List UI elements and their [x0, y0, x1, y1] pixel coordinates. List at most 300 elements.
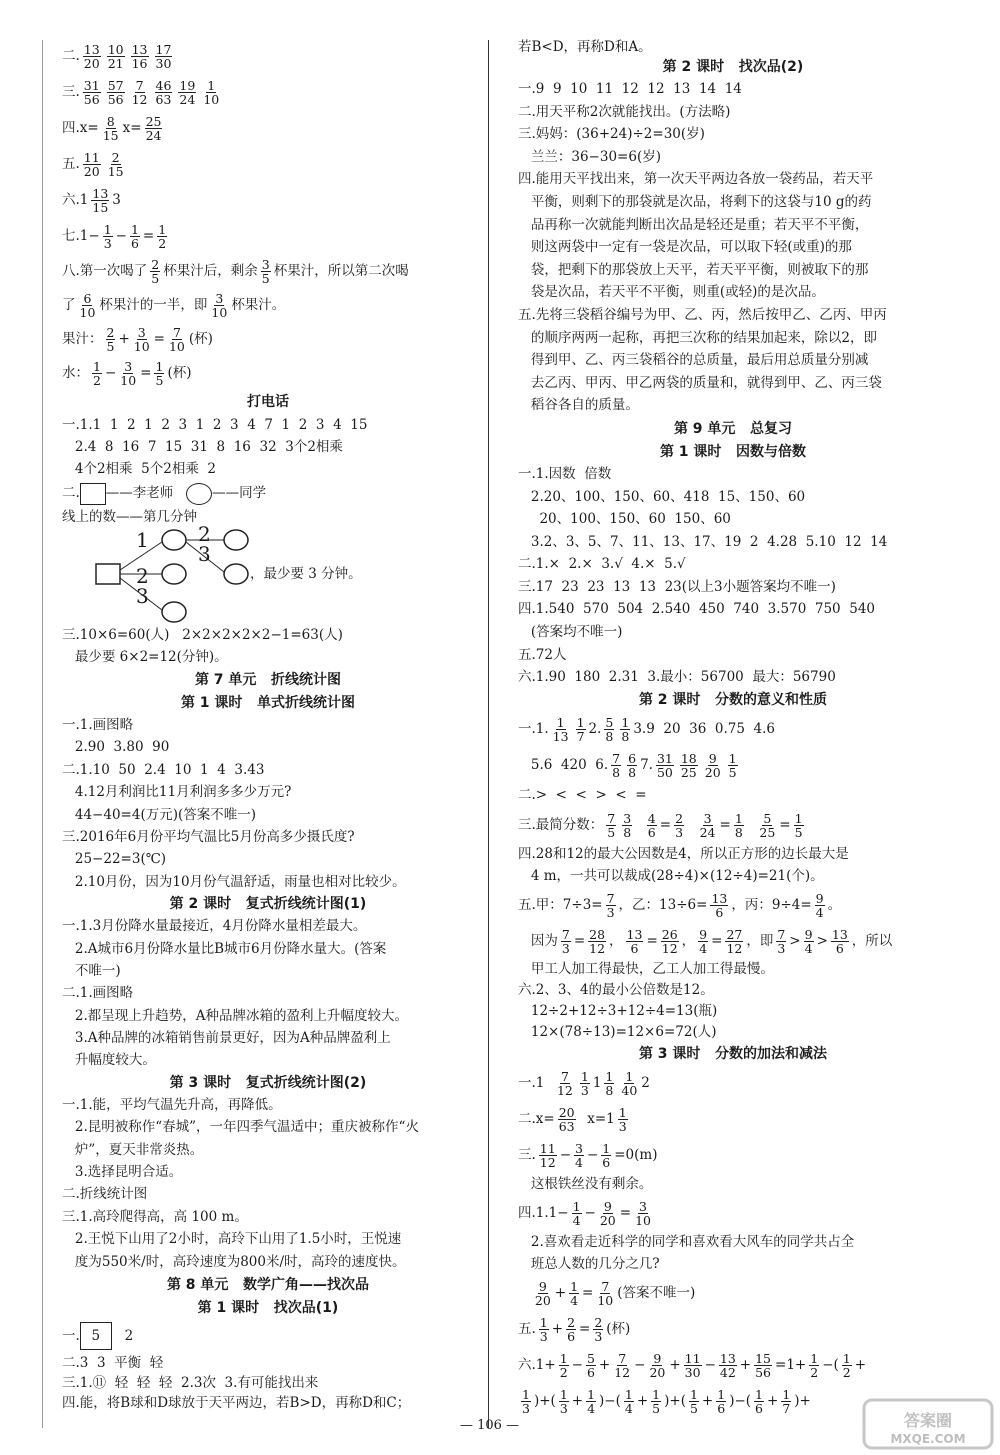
text-run: )−(	[729, 1392, 752, 1409]
text-run: (答案不唯一)	[617, 1284, 696, 1301]
numerator: 13	[92, 186, 109, 201]
text-run: =	[659, 816, 672, 833]
denominator: 40	[621, 1082, 638, 1098]
text-line: 2.喜欢看走近科学的同学和喜欢看大风车的同学共占全	[518, 1233, 855, 1250]
numerator: 3	[215, 291, 224, 306]
fraction	[106, 326, 116, 353]
numerator: 1	[734, 810, 743, 826]
numerator: 25	[145, 114, 162, 129]
answer-row	[62, 38, 474, 74]
text-run: 5.6 420 6.	[518, 756, 609, 773]
fraction	[91, 187, 109, 214]
section-title: 第 1 课时 单式折线统计图	[180, 695, 356, 711]
denominator: 8	[605, 1082, 614, 1098]
numerator: 2	[675, 810, 684, 826]
text-run: 水：	[62, 365, 89, 381]
fraction	[261, 258, 271, 285]
fraction	[521, 1388, 531, 1415]
fraction	[815, 892, 825, 919]
text-line: 2.A城市6月份降水量比B城市6月份降水量大。(答案	[62, 940, 387, 957]
text-line: 二.3 3 平衡 轻	[62, 1354, 164, 1371]
text-run: 二.x=	[518, 1110, 555, 1127]
denominator: 10	[120, 373, 137, 388]
denominator: 63	[558, 1118, 575, 1134]
text-line: 三.2016年6月份平均气温比5月份高多少摄氏度?	[62, 828, 355, 845]
text-line: 一.1.3月份降水量最接近，4月份降水量相差最大。	[62, 918, 367, 935]
text-line: 三.17 23 23 13 13 23(以上3小题答案均不唯一)	[518, 578, 836, 595]
denominator: 4	[572, 1212, 581, 1228]
fraction	[178, 79, 196, 106]
text-line: 二.1.× 2.× 3.√ 4.× 5.√	[518, 556, 686, 573]
answer-row	[518, 1101, 948, 1137]
numerator: 7	[560, 1068, 569, 1084]
fraction	[831, 928, 849, 955]
tree-label: 2	[136, 564, 149, 588]
answer-row	[518, 1195, 948, 1231]
text-line: 4个2相乘 5个2相乘 2	[62, 461, 216, 477]
fraction	[566, 1316, 576, 1343]
denominator: 12	[589, 940, 606, 956]
denominator: 4	[699, 940, 708, 956]
text-line: 班总人数的几分之几?	[518, 1255, 660, 1272]
fraction	[719, 1352, 737, 1379]
numerator: 2	[151, 257, 160, 272]
fraction	[92, 360, 102, 387]
text-line: 一.1.1 1 2 1 2 3 1 2 3 4 7 1 2 3 4 15	[62, 417, 368, 433]
denominator: 10	[168, 339, 185, 354]
numerator: 7	[135, 78, 144, 93]
text-run: 1	[592, 1074, 602, 1091]
text-line: 12×(78÷13)=12×6=72(人)	[518, 1023, 717, 1040]
text-line: 四.28和12的最大公因数是4，所以正方形的边长最大是	[518, 845, 849, 862]
numerator: 1	[689, 1386, 698, 1402]
denominator: 15	[102, 128, 119, 143]
fraction	[133, 326, 151, 353]
numerator: 5	[586, 1350, 595, 1366]
denominator: 6	[717, 1400, 726, 1416]
text-line: 一.9 9 10 11 12 12 13 14 14	[518, 81, 742, 97]
denominator: 63	[155, 92, 172, 107]
denominator: 5	[652, 1400, 661, 1416]
denominator: 5	[155, 373, 164, 388]
numerator: 1	[652, 1386, 661, 1402]
fraction	[539, 1316, 549, 1343]
denominator: 4	[624, 1400, 633, 1416]
denominator: 56	[83, 92, 100, 107]
fraction	[698, 928, 708, 955]
numerator: 1	[728, 750, 737, 766]
text-run: =	[573, 932, 586, 949]
denominator: 15	[92, 200, 109, 215]
numerator: 1	[618, 1104, 627, 1120]
fraction	[588, 928, 606, 955]
numerator: 1	[842, 1350, 851, 1366]
numerator: 1	[794, 810, 803, 826]
denominator: 2	[559, 1364, 568, 1380]
fraction	[684, 1352, 702, 1379]
denominator: 3	[777, 940, 786, 956]
text-run: >	[816, 932, 828, 949]
numerator: 9	[603, 1198, 612, 1214]
fraction	[154, 360, 164, 387]
left-column	[62, 38, 474, 1413]
numerator: 3	[575, 1140, 583, 1156]
text-run: −(	[822, 1356, 839, 1373]
denominator: 6	[715, 904, 724, 920]
text-run: ，所以	[851, 932, 893, 949]
denominator: 10	[79, 305, 96, 320]
text-run: >	[789, 932, 801, 949]
fraction	[593, 1316, 603, 1343]
text-run: 2	[111, 1327, 134, 1344]
text-run: )+(	[664, 1392, 686, 1409]
numerator: 1	[556, 714, 565, 730]
tree-label: 3	[198, 542, 211, 566]
answer-row	[62, 1319, 474, 1353]
svg-text:MXQE.COM: MXQE.COM	[890, 1432, 966, 1446]
text-run: ，	[609, 932, 623, 949]
fraction	[83, 79, 101, 106]
denominator: 5	[689, 1400, 698, 1416]
denominator: 4	[804, 940, 813, 956]
fraction	[754, 1388, 764, 1415]
fraction	[627, 752, 637, 779]
numerator: 7	[777, 926, 786, 942]
numerator: 3	[703, 810, 712, 826]
denominator: 3	[103, 236, 112, 251]
fraction	[168, 326, 186, 353]
answer-row	[62, 146, 474, 182]
text-run: 因为	[518, 932, 558, 949]
fraction	[781, 1388, 791, 1415]
text-run: 五.	[62, 156, 80, 172]
denominator: 5	[106, 339, 115, 354]
text-run: +	[669, 1356, 681, 1373]
answer-row	[62, 218, 474, 254]
fraction	[79, 292, 97, 319]
fraction	[716, 1388, 726, 1415]
fraction	[534, 1280, 552, 1307]
fraction	[539, 1142, 557, 1169]
numerator: 18	[680, 750, 697, 766]
text-run: =	[779, 816, 791, 833]
fraction	[145, 115, 163, 142]
denominator: 6	[586, 1364, 595, 1380]
watermark-logo	[862, 1396, 994, 1452]
numerator: 17	[155, 42, 172, 57]
fraction	[580, 1070, 590, 1097]
text-run	[747, 817, 756, 833]
denominator: 8	[605, 728, 614, 744]
fraction	[754, 1352, 772, 1379]
fraction	[606, 812, 616, 839]
denominator: 5	[607, 824, 616, 840]
text-run: 三.	[518, 1146, 536, 1163]
numerator: 1	[570, 1278, 579, 1294]
fraction	[758, 812, 776, 839]
fraction	[611, 752, 621, 779]
numerator: 5	[763, 810, 772, 826]
text-run: −	[704, 1356, 716, 1373]
text-run: −	[559, 1146, 572, 1163]
denominator: 5	[151, 271, 160, 286]
section-title: 打电话	[247, 394, 289, 410]
text-run: 7.	[640, 756, 653, 773]
section-title: 第 9 单元 总复习	[673, 420, 793, 437]
denominator: 12	[131, 92, 148, 107]
answer-row	[62, 182, 474, 218]
denominator: 25	[680, 764, 697, 780]
text-run: +	[767, 1392, 779, 1409]
denominator: 12	[726, 940, 743, 956]
denominator: 12	[556, 1082, 573, 1098]
numerator: 1	[621, 714, 630, 730]
text-run: 。	[827, 896, 842, 913]
text-line: 12÷2+12÷3+12÷4=13(瓶)	[518, 1002, 718, 1019]
denominator: 3	[606, 904, 615, 920]
numerator: 3	[124, 359, 133, 374]
answer-row	[518, 923, 948, 959]
fraction	[734, 812, 744, 839]
numerator: 15	[755, 1350, 772, 1366]
answer-row	[518, 747, 948, 783]
numerator: 13	[626, 926, 643, 942]
numerator: 1	[207, 78, 216, 93]
fraction	[572, 1200, 582, 1227]
numerator: 1	[155, 359, 164, 374]
denominator: 13	[552, 728, 569, 744]
text-line: (答案均不唯一)	[518, 624, 623, 641]
numerator: 3	[137, 325, 146, 340]
numerator: 9	[708, 750, 717, 766]
numerator: 31	[656, 750, 673, 766]
fraction	[809, 1352, 819, 1379]
fraction	[622, 812, 632, 839]
numerator: 7	[607, 810, 616, 826]
text-run	[518, 1285, 531, 1301]
numerator: 46	[155, 78, 172, 93]
fraction	[618, 1106, 628, 1133]
fraction	[130, 223, 140, 250]
text-run: 一.	[62, 1327, 80, 1344]
fraction	[210, 292, 228, 319]
text-line: 三.10×6=60(人) 2×2×2×2×2−1=63(人)	[62, 627, 343, 643]
text-line: 这根铁丝没有剩余。	[518, 1175, 653, 1192]
denominator: 6	[602, 1154, 611, 1170]
fraction	[689, 1388, 699, 1415]
denominator: 6	[130, 236, 139, 251]
text-run: 2.	[588, 720, 602, 737]
denominator: 10	[597, 1292, 614, 1308]
text-run: 杯果汁后，剩余	[163, 263, 258, 279]
denominator: 8	[623, 824, 632, 840]
answer-row	[62, 356, 474, 390]
section-title: 第 3 课时 分数的加法和减法	[638, 1045, 828, 1062]
text-line: 3.选择昆明合适。	[62, 1164, 183, 1181]
numerator: 3	[623, 810, 632, 826]
fraction	[107, 43, 125, 70]
fraction	[620, 716, 630, 743]
denominator: 6	[647, 824, 656, 840]
denominator: 3	[580, 1082, 589, 1098]
text-run: )+(	[533, 1392, 556, 1409]
text-run: 四.1.1−	[518, 1204, 569, 1221]
answer-row	[62, 74, 474, 110]
numerator: 2	[567, 1314, 576, 1330]
text-line: 六.2、3、4的最小公倍数是12。	[518, 981, 714, 998]
fraction	[604, 1070, 614, 1097]
denominator: 10	[203, 92, 220, 107]
denominator: 8	[621, 728, 630, 744]
text-line: 25−22=3(℃)	[62, 851, 167, 868]
denominator: 2	[842, 1364, 851, 1380]
text-run: 六.1	[62, 192, 89, 208]
text-line: 四.能用天平找出来，第一次天平两边各放一袋药品，若天平	[518, 171, 874, 188]
text-run: =0(m)	[614, 1146, 658, 1163]
denominator: 3	[539, 1328, 548, 1344]
numerator: 1	[755, 1386, 763, 1402]
text-run: =	[140, 365, 152, 381]
text-line: 二.1.画图略	[62, 985, 134, 1002]
text-run: 杯果汁的一半，即	[99, 297, 208, 313]
text-run: 3.9 20 36 0.75 4.6	[633, 720, 776, 737]
numerator: 2	[106, 325, 115, 340]
text-line: 4.12月利润比11月利润多多少万元?	[62, 784, 292, 801]
answer-row	[518, 887, 948, 923]
text-line: 三.妈妈：(36+24)÷2=30(岁)	[518, 126, 705, 143]
text-run: 了	[62, 297, 76, 313]
text-line: 四.能，将B球和D球放于天平两边，若B>D，再称D和C；	[62, 1394, 411, 1411]
numerator: 13	[719, 1350, 736, 1366]
text-line: 一.1.因数 倍数	[518, 465, 612, 482]
numerator: 9	[699, 926, 708, 942]
numerator: 13	[831, 926, 848, 942]
section-title: 第 2 课时 分数的意义和性质	[638, 691, 828, 708]
fraction	[704, 752, 722, 779]
text-run: =1+	[775, 1356, 807, 1373]
denominator: 8	[612, 764, 621, 780]
text-line: 线上的数——第几分钟	[62, 509, 197, 525]
text-run: −	[584, 1204, 596, 1221]
section-title: 第 3 课时 复式折线统计图(2)	[169, 1074, 367, 1091]
text-line: 去乙丙、甲丙、甲乙两袋的质量和，就得到甲、乙、丙三袋	[518, 374, 882, 391]
right-column	[518, 38, 948, 1419]
numerator: 10	[107, 42, 124, 57]
tree-label: 3	[136, 584, 149, 608]
denominator: 20	[704, 764, 721, 780]
fraction	[574, 1142, 584, 1169]
text-line: 二.1.10 50 2.4 10 1 4 3.43	[62, 761, 265, 778]
numerator: 6	[628, 750, 637, 766]
text-line: 三.1.⑪ 轻 轻 轻 2.3次 3.有可能找出来	[62, 1374, 319, 1391]
fraction	[556, 1070, 574, 1097]
answer-row	[518, 711, 948, 747]
text-run: +	[701, 1392, 714, 1409]
fraction	[202, 79, 220, 106]
text-run: −	[571, 1356, 583, 1373]
denominator: 30	[684, 1364, 701, 1380]
fraction	[710, 892, 728, 919]
answer-row	[518, 1275, 948, 1311]
text-line: 度为550米/时，高玲速度为800米/时，高玲的速度快。	[62, 1253, 406, 1270]
denominator: 21	[107, 56, 124, 71]
denominator: 20	[83, 164, 100, 179]
numerator: 13	[711, 890, 728, 906]
text-line: 4 m，一共可以裁成(28÷4)×(12÷4)=21(个)。	[518, 867, 824, 884]
fraction	[155, 79, 173, 106]
denominator: 30	[155, 56, 172, 71]
numerator: 7	[172, 325, 181, 340]
numerator: 11	[684, 1350, 701, 1366]
numerator: 1	[572, 1198, 581, 1214]
text-run: +	[551, 1320, 564, 1337]
numerator: 1	[782, 1386, 791, 1402]
text-run	[635, 817, 644, 833]
text-run: =	[579, 1320, 591, 1337]
numerator: 1	[130, 222, 139, 237]
text-line: 2.都呈现上升趋势，A种品牌冰箱的盈利上升幅度较大。	[62, 1007, 409, 1024]
text-line: 品再称一次就能判断出次品是轻还是重；若天平不平衡，	[518, 216, 869, 233]
text-run: 果汁：	[62, 331, 103, 347]
denominator: 3	[618, 1118, 627, 1134]
numerator: 31	[83, 78, 100, 93]
fraction	[604, 716, 614, 743]
numerator: 1	[717, 1386, 726, 1402]
numerator: 7	[561, 926, 570, 942]
text-line: 袋是次品，若天平不平衡，则重(或轻)的是次品。	[518, 284, 825, 301]
text-line: 不唯一)	[62, 962, 121, 979]
fraction	[558, 1106, 576, 1133]
text-line: 3.2、3、5、7、11、13、17、19 2 4.28 5.10 12 14	[518, 533, 888, 550]
numerator: 9	[538, 1278, 547, 1294]
text-run: ——李老师	[105, 485, 187, 501]
numerator: 1	[103, 222, 112, 237]
denominator: 3	[522, 1400, 530, 1416]
numerator: 1	[580, 1068, 589, 1084]
numerator: 7	[606, 890, 615, 906]
text-line: 20、100、150、60 150、60	[518, 511, 731, 528]
text-run: )+	[794, 1392, 811, 1409]
fraction	[131, 43, 149, 70]
text-run: )−(	[599, 1392, 621, 1409]
denominator: 4	[587, 1400, 596, 1416]
section-title: 第 2 课时 找次品(2)	[662, 59, 804, 75]
denominator: 8	[734, 824, 743, 840]
text-run: +	[636, 1392, 649, 1409]
denominator: 2	[158, 236, 167, 251]
numerator: 27	[726, 926, 743, 942]
numerator: 11	[539, 1140, 556, 1156]
text-run: 八.第一次喝了	[62, 263, 148, 279]
numerator: 9	[653, 1350, 662, 1366]
text-line: 二.用天平称2次就能找出。(方法略)	[518, 103, 731, 120]
fraction	[656, 752, 674, 779]
denominator: 4	[575, 1154, 583, 1170]
denominator: 10	[133, 339, 150, 354]
text-run: 五.甲：7÷3=	[518, 896, 603, 913]
numerator: 57	[107, 78, 124, 93]
numerator: 1	[559, 1386, 568, 1402]
text-line: 升幅度较大。	[62, 1052, 156, 1069]
text-run: 2	[641, 1074, 650, 1091]
numerator: 3	[639, 1198, 647, 1214]
fraction	[613, 1352, 631, 1379]
text-line: 平衡，则剩下的那袋就是次品，将剩下的这袋与10 g的药	[518, 193, 872, 210]
denominator: 50	[656, 764, 673, 780]
text-run: ，即	[746, 932, 774, 949]
denominator: 2	[810, 1364, 819, 1380]
numerator: 2	[594, 1314, 603, 1330]
